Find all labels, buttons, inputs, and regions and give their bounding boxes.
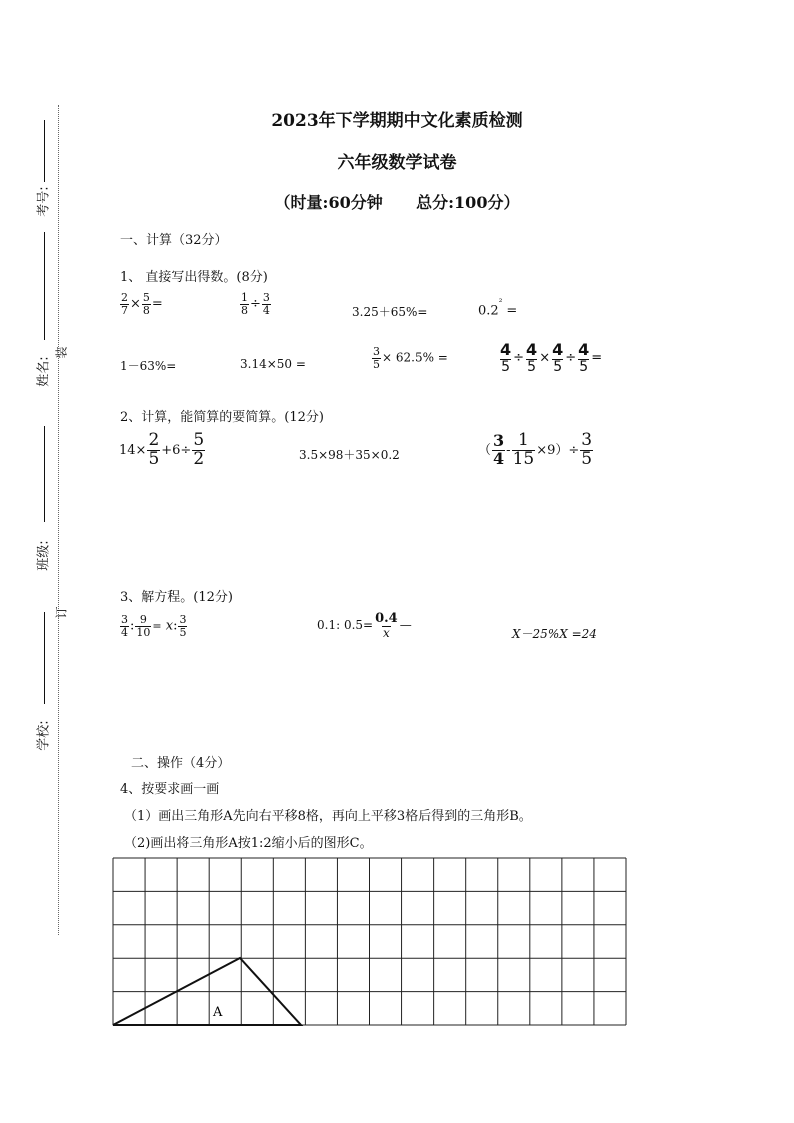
triangle-a-label: A: [213, 1005, 223, 1020]
q2-heading: 2、计算，能简算的要简算。(12分): [120, 410, 324, 425]
q1-item-f: 3.14×50 =: [240, 357, 306, 371]
q3-item-b: 0.1: 0.5= $\frac{0.4}{x}$ —: [317, 611, 412, 640]
q1-item-a: $\frac{2}{7}$ × $\frac{5}{8}$ =: [121, 291, 163, 317]
q1-item-e: 1－63%=: [120, 359, 177, 373]
class-line: [44, 426, 45, 522]
q3-item-a: $\frac{3}{4}$ : $\frac{9}{10}$ = x: $\frac{3}{5}$: [121, 613, 187, 639]
school-label: 学校:: [36, 720, 52, 751]
q1-item-g: $\frac{3}{5}$ × 62.5% =: [373, 345, 448, 371]
time-score: （时量:60分钟 总分:100分）: [274, 193, 520, 212]
school-line: [44, 612, 45, 704]
q1-heading: 1、 直接写出得数。(8分): [120, 270, 268, 285]
q1-item-b: $\frac{1}{8}$ ÷ $\frac{3}{4}$: [241, 291, 270, 317]
q2-item-b: 3.5×98＋35×0.2: [299, 448, 400, 462]
exam-no-label: 考号:: [36, 186, 52, 217]
section2-heading: 二、操作（4分）: [131, 756, 231, 771]
q4-part2: （2)画出将三角形A按1:2缩小后的图形C。: [124, 836, 373, 851]
q4-part1: （1）画出三角形A先向右平移8格，再向上平移3格后得到的三角形B。: [124, 809, 532, 824]
name-label: 姓名:: [36, 356, 52, 387]
q4-heading: 4、按要求画一画: [120, 782, 220, 797]
exam-title: 2023年下学期期中文化素质检测: [271, 111, 523, 131]
seal-char-1: 装: [54, 346, 69, 359]
q2-item-a: 14× $\frac{2}{5}$ +6÷ $\frac{5}{2}$: [119, 430, 205, 469]
name-line: [44, 232, 45, 340]
binding-dotted-line: [58, 105, 59, 935]
q1-item-c: 3.25＋65%=: [352, 305, 428, 319]
drawing-grid: [112, 857, 628, 1029]
exam-subtitle: 六年级数学试卷: [337, 153, 457, 173]
q1-item-h: $\frac{4}{5}$ ÷ $\frac{4}{5}$ × $\frac{4}{5}$ ÷ $\frac{4}{5}$ =: [500, 340, 603, 375]
q3-heading: 3、解方程。(12分): [120, 590, 233, 605]
exam-no-line: [44, 120, 45, 182]
q2-item-c: （ $\frac{3}{4}$ - $\frac{1}{15}$ ×9）÷ $\frac{3}{5}$: [478, 430, 593, 469]
section1-heading: 一、计算（32分）: [120, 233, 228, 248]
class-label: 班级:: [36, 540, 52, 571]
q3-item-c: X－25%X =24: [512, 627, 597, 641]
seal-char-2: 订: [54, 606, 69, 619]
q1-item-d: $0.2^{^2}$ =: [478, 298, 518, 319]
